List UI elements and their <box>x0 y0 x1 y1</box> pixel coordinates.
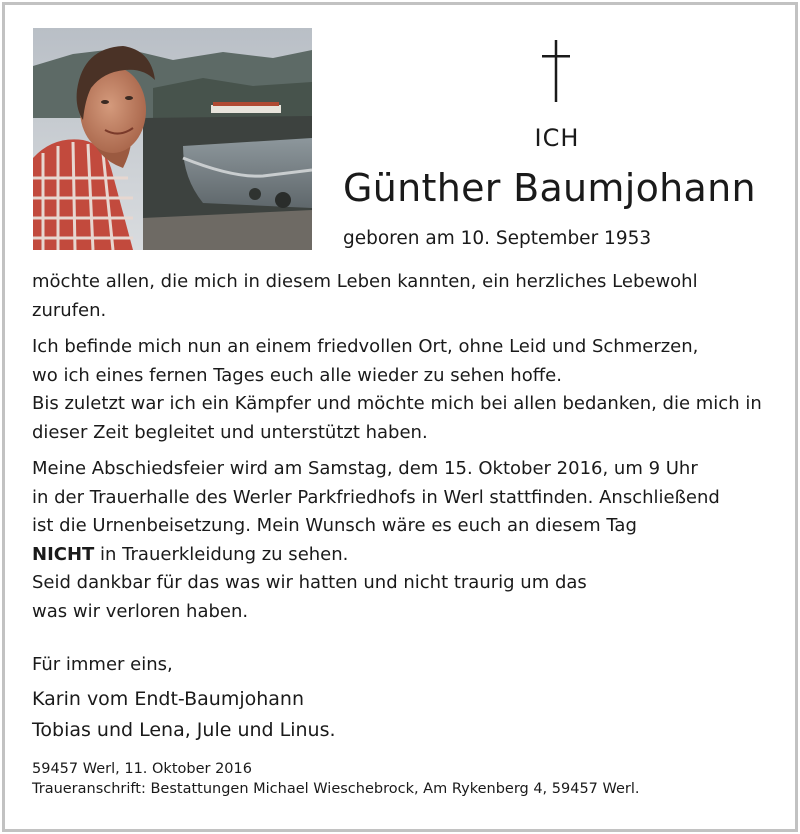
intro-word: ICH <box>534 124 580 152</box>
text-line: Meine Abschiedsfeier wird am Samstag, dem 15. Oktober 2016, um 9 Uhr <box>32 458 698 479</box>
footer <box>32 759 772 799</box>
message-body <box>32 268 772 746</box>
mourner-name: Karin vom Endt-Baumjohann <box>32 687 304 710</box>
deceased-name: Günther Baumjohann <box>343 166 756 210</box>
text-line: wo ich eines fernen Tages euch alle wieder zu sehen hoffe. <box>32 364 562 386</box>
farewell-paragraph: möchte allen, die mich in diesem Leben kannten, ein herzliches Lebewohl zurufen. <box>32 271 698 321</box>
text-line: Seid dankbar für das was wir hatten und nicht traurig um das <box>32 572 587 593</box>
text-line <box>32 541 772 570</box>
portrait-photo <box>33 28 312 250</box>
mourning-address: Traueranschrift: Bestattungen Michael Wieschebrock, Am Rykenberg 4, 59457 Werl. <box>32 781 640 797</box>
birth-date: geboren am 10. September 1953 <box>343 228 652 249</box>
emphasis-word: NICHT <box>32 543 95 565</box>
place-date: 59457 Werl, 11. Oktober 2016 <box>32 761 252 777</box>
text-line: in der Trauerhalle des Werler Parkfriedhofs in Werl stattfinden. Anschließend <box>32 486 720 508</box>
closing-line: Für immer eins, <box>32 654 173 675</box>
mourner-names: Tobias und Lena, Jule und Linus. <box>32 718 336 741</box>
text-line: ist die Urnenbeisetzung. Mein Wunsch wäre es euch an diesem Tag <box>32 515 637 536</box>
text-fragment: in Trauerkleidung zu sehen. <box>94 543 349 565</box>
text-line: Ich befinde mich nun an einem friedvollen Ort, ohne Leid und Schmerzen, <box>32 336 699 357</box>
text-line: was wir verloren haben. <box>32 600 249 622</box>
gratitude-paragraph: Bis zuletzt war ich ein Kämpfer und möchte mich bei allen bedanken, die mich in dieser Zeit begleitet und unterstützt haben. <box>32 393 762 443</box>
latin-cross-icon <box>541 40 571 102</box>
